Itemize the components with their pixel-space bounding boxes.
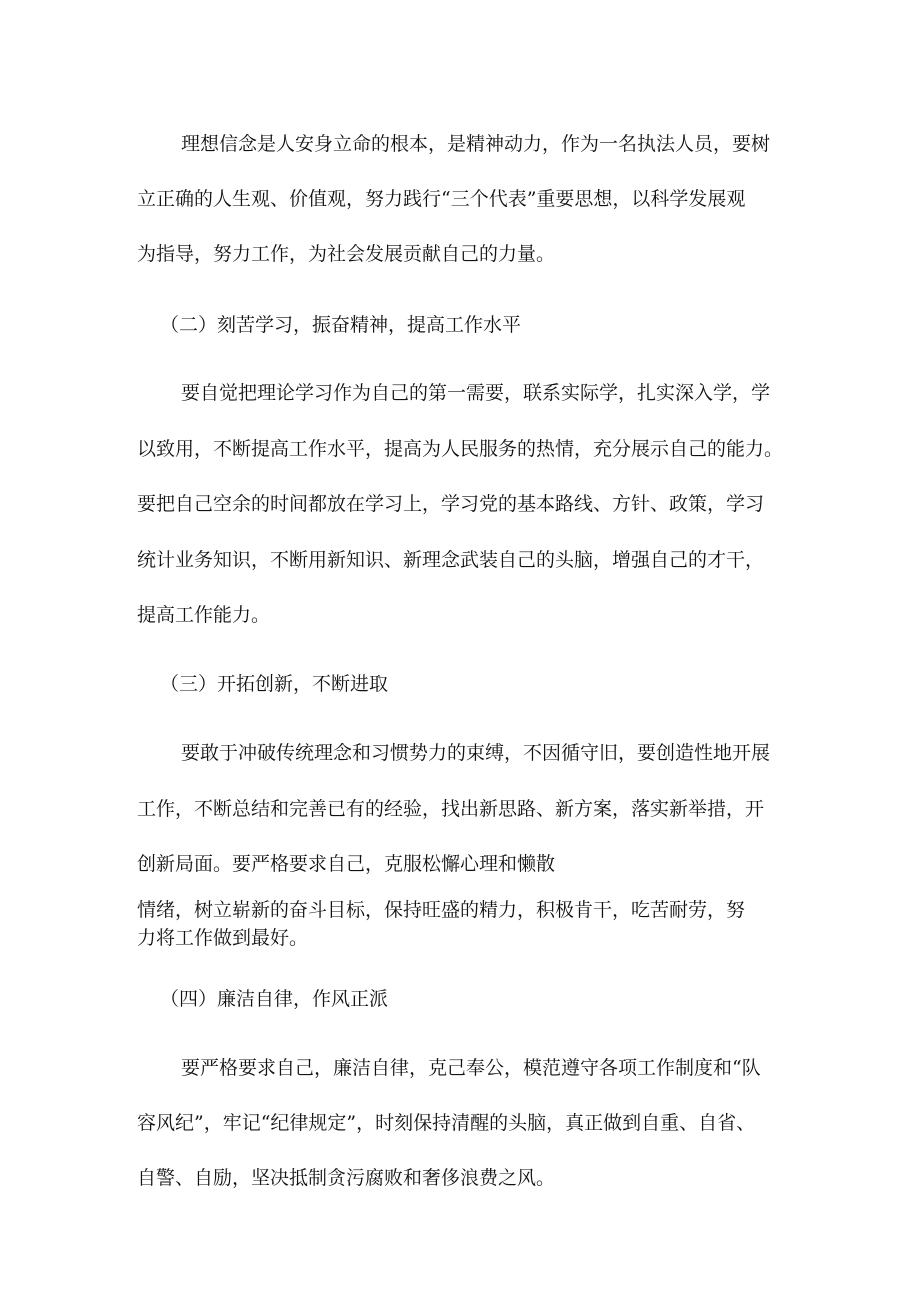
paragraph-4-line-1: 要严格要求自己，廉洁自律，克己奉公，模范遵守各项工作制度和“队 [181,1057,761,1079]
paragraph-2-line-3: 要把自己空余的时间都放在学习上，学习党的基本路线、方针、政策，学习 [137,493,765,515]
paragraph-2-line-2: 以致用，不断提高工作水平，提高为人民服务的热情，充分展示自己的能力。 [137,438,784,460]
paragraph-3-line-3: 创新局面。要严格要求自己，克服松懈心理和懒散 [137,853,556,875]
paragraph-2-line-5: 提高工作能力。 [137,604,271,626]
paragraph-3-line-4: 情绪，树立崭新的奋斗目标，保持旺盛的精力，积极肯干，吃苦耐劳，努 [137,899,746,921]
paragraph-3-line-5: 力将工作做到最好。 [137,927,309,949]
section-heading-3: （三）开拓创新，不断进取 [160,673,389,695]
paragraph-2-line-4: 统计业务知识，不断用新知识、新理念武装自己的头脑，增强自己的才干， [137,549,765,571]
paragraph-2-line-1: 要自觉把理论学习作为自己的第一需要，联系实际学，扎实深入学，学 [181,382,771,404]
paragraph-1-line-3: 为指导，努力工作，为社会发展贡献自己的力量。 [137,243,556,265]
paragraph-4-line-3: 自警、自励，坚决抵制贪污腐败和奢侈浪费之风。 [137,1167,556,1189]
paragraph-1-line-1: 理想信念是人安身立命的根本，是精神动力，作为一名执法人员，要树 [181,133,771,155]
paragraph-4-line-2: 容风纪”，牢记“纪律规定”，时刻保持清醒的头脑，真正做到自重、自省、 [137,1112,756,1134]
paragraph-1-line-2: 立正确的人生观、价值观，努力践行“三个代表”重要思想，以科学发展观 [137,188,746,210]
section-heading-2: （二）刻苦学习，振奋精神，提高工作水平 [160,314,522,336]
paragraph-3-line-1: 要敢于冲破传统理念和习惯势力的束缚，不因循守旧，要创造性地开展 [181,742,771,764]
section-heading-4: （四）廉洁自律，作风正派 [160,988,389,1010]
paragraph-3-line-2: 工作，不断总结和完善已有的经验，找出新思路、新方案，落实新举措，开 [137,798,765,820]
